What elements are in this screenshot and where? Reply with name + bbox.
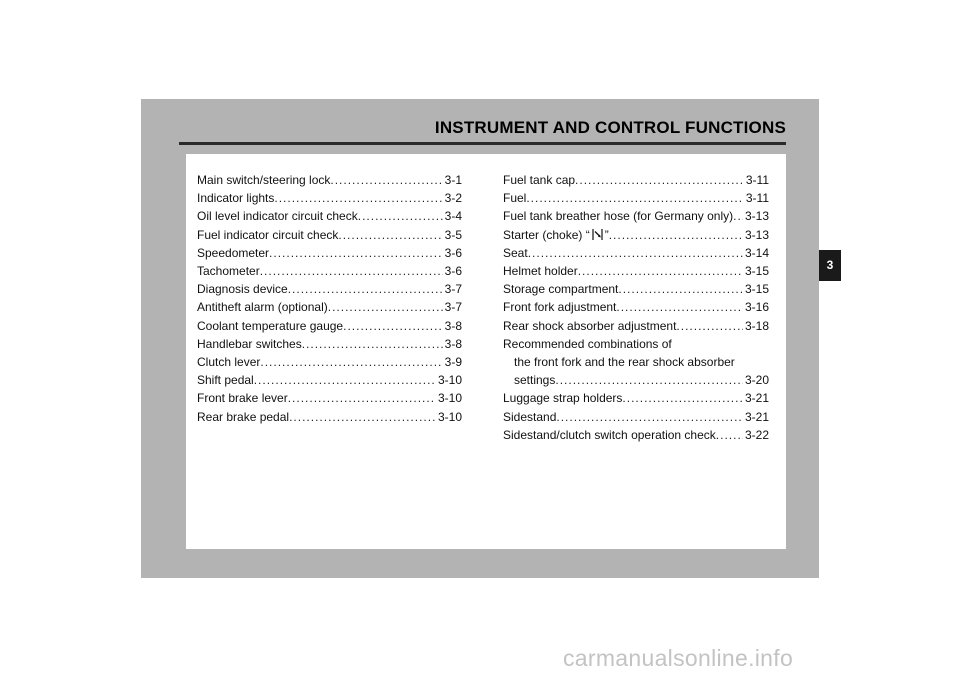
toc-entry-label: Diagnosis device bbox=[197, 282, 288, 297]
toc-entry-page: 3-11 bbox=[745, 191, 769, 206]
leader-dots bbox=[733, 207, 743, 225]
leader-dots bbox=[288, 389, 436, 407]
leader-dots bbox=[288, 280, 443, 298]
toc-entry[interactable] bbox=[197, 280, 462, 298]
toc-entry-page: 3-11 bbox=[745, 173, 769, 187]
choke-label-prefix: Starter (choke) “ bbox=[503, 227, 590, 242]
toc-entry-label: Fuel tank breather hose (for Germany only) bbox=[503, 209, 734, 224]
toc-entry[interactable] bbox=[197, 244, 462, 262]
toc-entry-label: Luggage strap holders bbox=[503, 391, 623, 406]
toc-entry-label: Tachometer bbox=[197, 264, 260, 279]
toc-entry[interactable] bbox=[503, 207, 769, 225]
toc-entry-label bbox=[503, 226, 609, 244]
toc-entry[interactable] bbox=[503, 262, 769, 280]
choke-icon bbox=[591, 228, 604, 241]
toc-entry-page: 3-10 bbox=[437, 373, 462, 388]
toc-entry[interactable] bbox=[197, 171, 462, 189]
toc-entry[interactable] bbox=[503, 226, 769, 244]
toc-entry[interactable] bbox=[197, 298, 462, 316]
toc-entry-final-line bbox=[503, 371, 769, 389]
toc-entry-page: 3-18 bbox=[744, 318, 769, 333]
toc-entry[interactable] bbox=[197, 389, 462, 407]
toc-entry-page: 3-16 bbox=[744, 300, 769, 315]
toc-entry-page: 3-14 bbox=[744, 245, 769, 260]
toc-entry-page: 3-1 bbox=[444, 173, 462, 187]
leader-dots bbox=[609, 226, 743, 244]
toc-left-column bbox=[197, 171, 462, 426]
toc-entry-page: 3-22 bbox=[744, 427, 769, 442]
toc-entry-label: Fuel tank cap bbox=[503, 173, 576, 187]
leader-dots bbox=[274, 189, 442, 207]
leader-dots bbox=[578, 262, 743, 280]
toc-entry-label: Sidestand/clutch switch operation check bbox=[503, 427, 716, 442]
toc-entry-label: Rear shock absorber adjustment bbox=[503, 318, 677, 333]
toc-entry-label: Oil level indicator circuit check bbox=[197, 209, 358, 224]
toc-entry-page: 3-13 bbox=[744, 209, 769, 224]
toc-entry-label: Recommended combinations of bbox=[503, 336, 672, 351]
toc-entry-page: 3-7 bbox=[444, 282, 462, 297]
chapter-tab: 3 bbox=[819, 250, 841, 281]
leader-dots bbox=[526, 189, 744, 207]
toc-entry[interactable] bbox=[197, 371, 462, 389]
toc-entry-multiline[interactable] bbox=[503, 335, 769, 390]
toc-entry[interactable] bbox=[197, 226, 462, 244]
toc-entry-page: 3-2 bbox=[444, 191, 462, 206]
toc-entry-page: 3-21 bbox=[744, 391, 769, 406]
toc-entry-label: Sidestand bbox=[503, 409, 557, 424]
toc-entry-label: Fuel indicator circuit check bbox=[197, 227, 339, 242]
toc-entry-label: Shift pedal bbox=[197, 373, 254, 388]
toc-entry[interactable] bbox=[503, 298, 769, 316]
leader-dots bbox=[528, 244, 743, 262]
toc-entry-label: Storage compartment bbox=[503, 282, 619, 297]
toc-entry[interactable] bbox=[197, 207, 462, 225]
toc-entry[interactable] bbox=[503, 189, 769, 207]
toc-entry-label: Indicator lights bbox=[197, 191, 275, 206]
toc-entry-label-continued: the front fork and the rear shock absorber bbox=[514, 355, 735, 370]
leader-dots bbox=[269, 244, 443, 262]
leader-dots bbox=[302, 335, 443, 353]
toc-entry[interactable] bbox=[197, 317, 462, 335]
leader-dots bbox=[330, 171, 442, 189]
leader-dots bbox=[338, 226, 442, 244]
toc-entry[interactable] bbox=[197, 262, 462, 280]
toc-entry[interactable] bbox=[503, 408, 769, 426]
toc-entry-page: 3-20 bbox=[744, 373, 769, 388]
toc-entry[interactable] bbox=[503, 317, 769, 335]
title-underline bbox=[179, 142, 786, 145]
toc-entry-page: 3-21 bbox=[744, 409, 769, 424]
toc-entry-label: Seat bbox=[503, 245, 528, 260]
toc-entry[interactable] bbox=[503, 171, 769, 189]
leader-dots bbox=[343, 317, 443, 335]
toc-entry[interactable] bbox=[197, 353, 462, 371]
toc-entry-label: Main switch/steering lock bbox=[197, 173, 331, 187]
toc-entry[interactable] bbox=[197, 408, 462, 426]
toc-entry-label: Coolant temperature gauge bbox=[197, 318, 344, 333]
toc-entry-label: Front brake lever bbox=[197, 391, 288, 406]
toc-entry-page: 3-8 bbox=[444, 336, 462, 351]
leader-dots bbox=[289, 408, 436, 426]
watermark: carmanualsonline.info bbox=[563, 645, 794, 671]
toc-entry-label: Fuel bbox=[503, 191, 527, 206]
toc-entry-label: Handlebar switches bbox=[197, 336, 302, 351]
leader-dots bbox=[575, 171, 744, 189]
toc-entry-page: 3-6 bbox=[444, 245, 462, 260]
leader-dots bbox=[618, 280, 743, 298]
toc-entry-label: Speedometer bbox=[197, 245, 270, 260]
choke-label-suffix: ” bbox=[604, 227, 609, 242]
toc-entry-label: Rear brake pedal bbox=[197, 409, 290, 424]
toc-entry-page: 3-10 bbox=[437, 409, 462, 424]
leader-dots bbox=[328, 298, 443, 316]
toc-entry[interactable] bbox=[503, 244, 769, 262]
leader-dots bbox=[622, 389, 743, 407]
toc-entry-page: 3-4 bbox=[444, 209, 462, 224]
toc-entry-page: 3-9 bbox=[444, 355, 462, 370]
toc-entry-page: 3-10 bbox=[437, 391, 462, 406]
toc-entry-page: 3-8 bbox=[444, 318, 462, 333]
toc-entry-page: 3-5 bbox=[444, 227, 462, 242]
leader-dots bbox=[260, 262, 443, 280]
toc-entry[interactable] bbox=[503, 426, 769, 444]
leader-dots bbox=[616, 298, 743, 316]
toc-entry-label-end: settings bbox=[514, 373, 556, 388]
toc-entry-label: Helmet holder bbox=[503, 264, 578, 279]
leader-dots bbox=[676, 317, 743, 335]
leader-dots bbox=[556, 408, 743, 426]
toc-entry[interactable] bbox=[503, 389, 769, 407]
toc-entry-page: 3-15 bbox=[744, 282, 769, 297]
toc-entry-page: 3-7 bbox=[444, 300, 462, 315]
leader-dots bbox=[254, 371, 436, 389]
toc-entry-page: 3-13 bbox=[744, 227, 769, 242]
section-title: INSTRUMENT AND CONTROL FUNCTIONS bbox=[434, 118, 786, 137]
toc-entry[interactable] bbox=[197, 335, 462, 353]
leader-dots bbox=[358, 207, 443, 225]
toc-entry-label: Front fork adjustment bbox=[503, 300, 617, 315]
toc-panel bbox=[186, 154, 786, 549]
leader-dots bbox=[716, 426, 743, 444]
toc-right-column bbox=[503, 171, 769, 444]
toc-entry-page: 3-6 bbox=[444, 264, 462, 279]
toc-entry[interactable] bbox=[197, 189, 462, 207]
toc-entry-label: Clutch lever bbox=[197, 355, 261, 370]
toc-entry[interactable] bbox=[503, 280, 769, 298]
leader-dots bbox=[260, 353, 442, 371]
toc-entry-label: Antitheft alarm (optional) bbox=[197, 300, 328, 315]
leader-dots bbox=[555, 371, 743, 389]
manual-page bbox=[141, 99, 819, 578]
toc-entry-page: 3-15 bbox=[744, 264, 769, 279]
